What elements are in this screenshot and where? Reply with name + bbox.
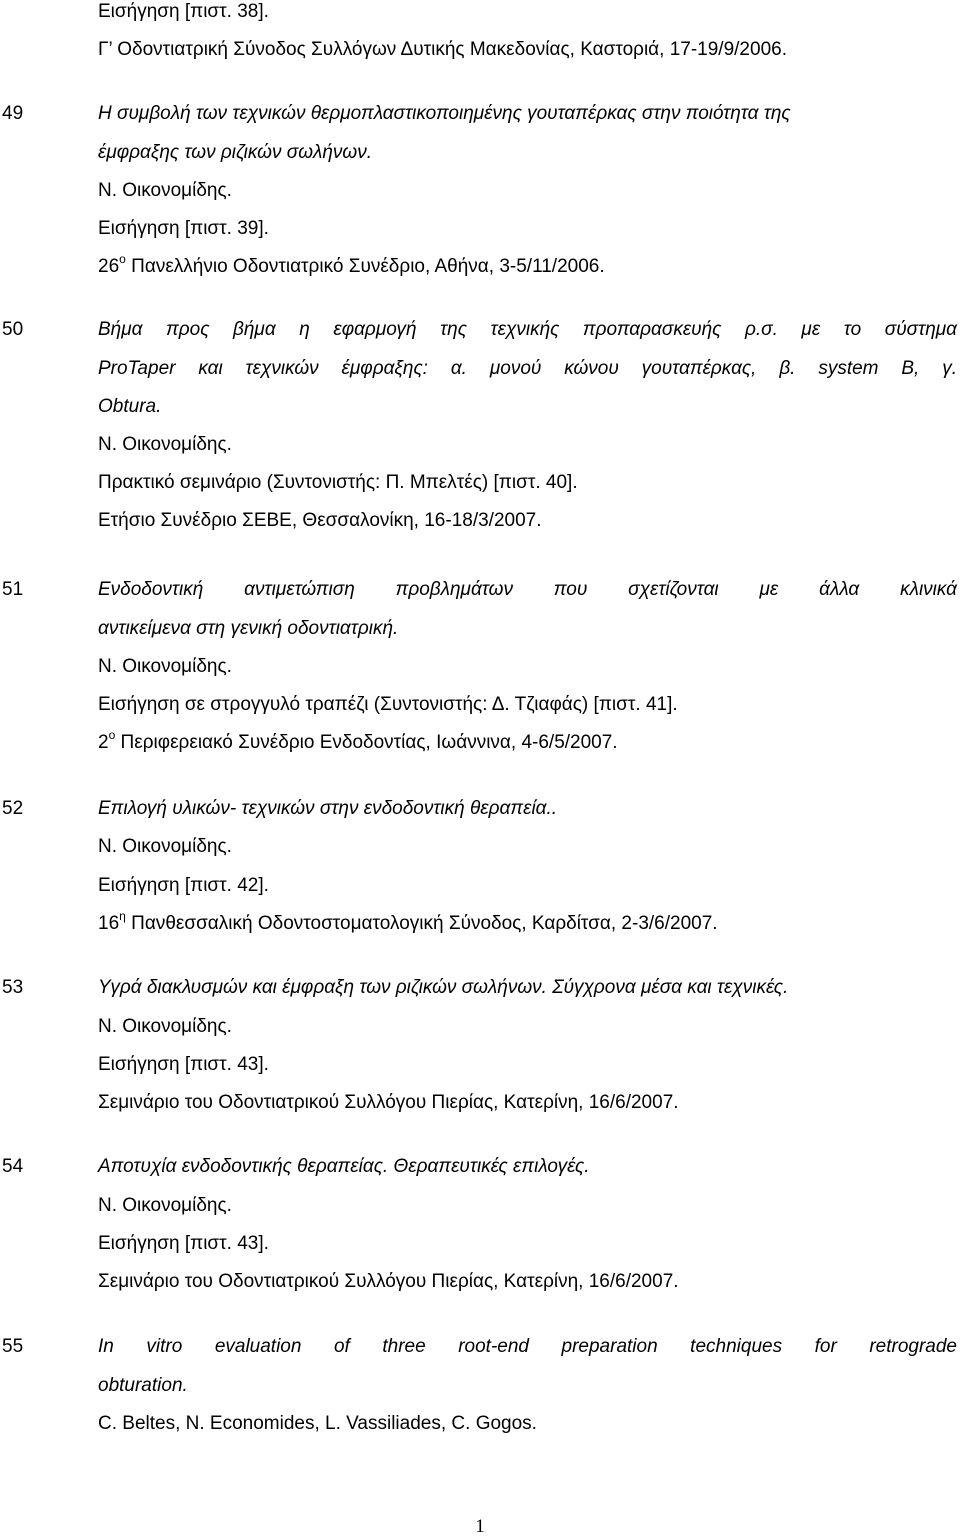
entry-title: Ενδοδοντική αντιμετώπιση προβλημάτων που σχετίζονται με άλλα κλινικά: [98, 579, 957, 600]
entry-author: Ν. Οικονομίδης.: [98, 836, 232, 857]
entry-title: Υγρά διακλυσμών και έμφραξη των ριζικών σωλήνων. Σύγχρονα μέσα και τεχνικές.: [98, 977, 789, 998]
entry-title: Η συμβολή των τεχνικών θερμοπλαστικοποιημένης γουταπέρκας στην ποιότητα της: [98, 103, 791, 124]
entry-event: Ετήσιο Συνέδριο ΣΕΒΕ, Θεσσαλονίκη, 16-18/3/2007.: [98, 510, 542, 531]
entry-number: 52: [2, 798, 24, 819]
entry-number: 55: [2, 1336, 24, 1357]
entry-title-cont: ProTaper και τεχνικών έμφραξης: α. μονού κώνου γουταπέρκας, β. system B, γ.: [98, 358, 957, 379]
entry-event: Σεμινάριο του Οδοντιατρικού Συλλόγου Πιερίας, Κατερίνη, 16/6/2007.: [98, 1271, 679, 1292]
entry-type: Εισήγηση σε στρογγυλό τραπέζι (Συντονιστής: Δ. Τζιαφάς) [πιστ. 41].: [98, 694, 678, 715]
entry-type: Πρακτικό σεμινάριο (Συντονιστής: Π. Μπελτές) [πιστ. 40].: [98, 472, 578, 493]
entry-title-cont: Obtura.: [98, 396, 162, 417]
entry-author: C. Beltes, N. Economides, L. Vassiliades, C. Gogos.: [98, 1413, 537, 1434]
entry-event: $2^o$ Περιφερειακό Συνέδριο Ενδοδοντίας, Ιωάννινα, 4-6/5/2007.: [98, 727, 618, 753]
entry-title-cont: έμφραξης των ριζικών σωλήνων.: [98, 142, 372, 163]
page-number: 1: [475, 1516, 485, 1537]
entry-number: 54: [2, 1156, 24, 1177]
entry-type: Εισήγηση [πιστ. 43].: [98, 1233, 269, 1254]
entry-number: 53: [2, 977, 24, 998]
entry-author: Ν. Οικονομίδης.: [98, 656, 232, 677]
entry-title: In vitro evaluation of three root-end preparation techniques for retrograde: [98, 1336, 957, 1357]
entry-number: 49: [2, 103, 24, 124]
entry-author: Ν. Οικονομίδης.: [98, 434, 232, 455]
entry-type: Εισήγηση [πιστ. 39].: [98, 218, 269, 239]
entry-number: 51: [2, 579, 24, 600]
entry-event: $26^o$ Πανελλήνιο Οδοντιατρικό Συνέδριο, Αθήνα, 3-5/11/2006.: [98, 251, 605, 277]
entry-title: Αποτυχία ενδοδοντικής θεραπείας. Θεραπευτικές επιλογές.: [98, 1156, 590, 1177]
entry-author: Ν. Οικονομίδης.: [98, 1016, 232, 1037]
entry-title-cont: αντικείμενα στη γενική οδοντιατρική.: [98, 618, 399, 639]
prev-entry-event: Γ’ Οδοντιατρική Σύνοδος Συλλόγων Δυτικής Μακεδονίας, Καστοριά, 17-19/9/2006.: [98, 39, 787, 60]
prev-entry-type: Εισήγηση [πιστ. 38].: [98, 1, 269, 22]
entry-title: Επιλογή υλικών- τεχνικών στην ενδοδοντική θεραπεία..: [98, 798, 558, 819]
entry-type: Εισήγηση [πιστ. 42].: [98, 875, 269, 896]
entry-event: $16^\eta$ Πανθεσσαλική Οδοντοστοματολογική Σύνοδος, Καρδίτσα, 2-3/6/2007.: [98, 908, 718, 934]
entry-title-cont: obturation.: [98, 1375, 188, 1396]
entry-type: Εισήγηση [πιστ. 43].: [98, 1054, 269, 1075]
entry-author: Ν. Οικονομίδης.: [98, 180, 232, 201]
entry-number: 50: [2, 319, 24, 340]
entry-author: Ν. Οικονομίδης.: [98, 1195, 232, 1216]
entry-event: Σεμινάριο του Οδοντιατρικού Συλλόγου Πιερίας, Κατερίνη, 16/6/2007.: [98, 1092, 679, 1113]
entry-title: Βήμα προς βήμα η εφαρμογή της τεχνικής προπαρασκευής ρ.σ. με το σύστημα: [98, 319, 957, 340]
